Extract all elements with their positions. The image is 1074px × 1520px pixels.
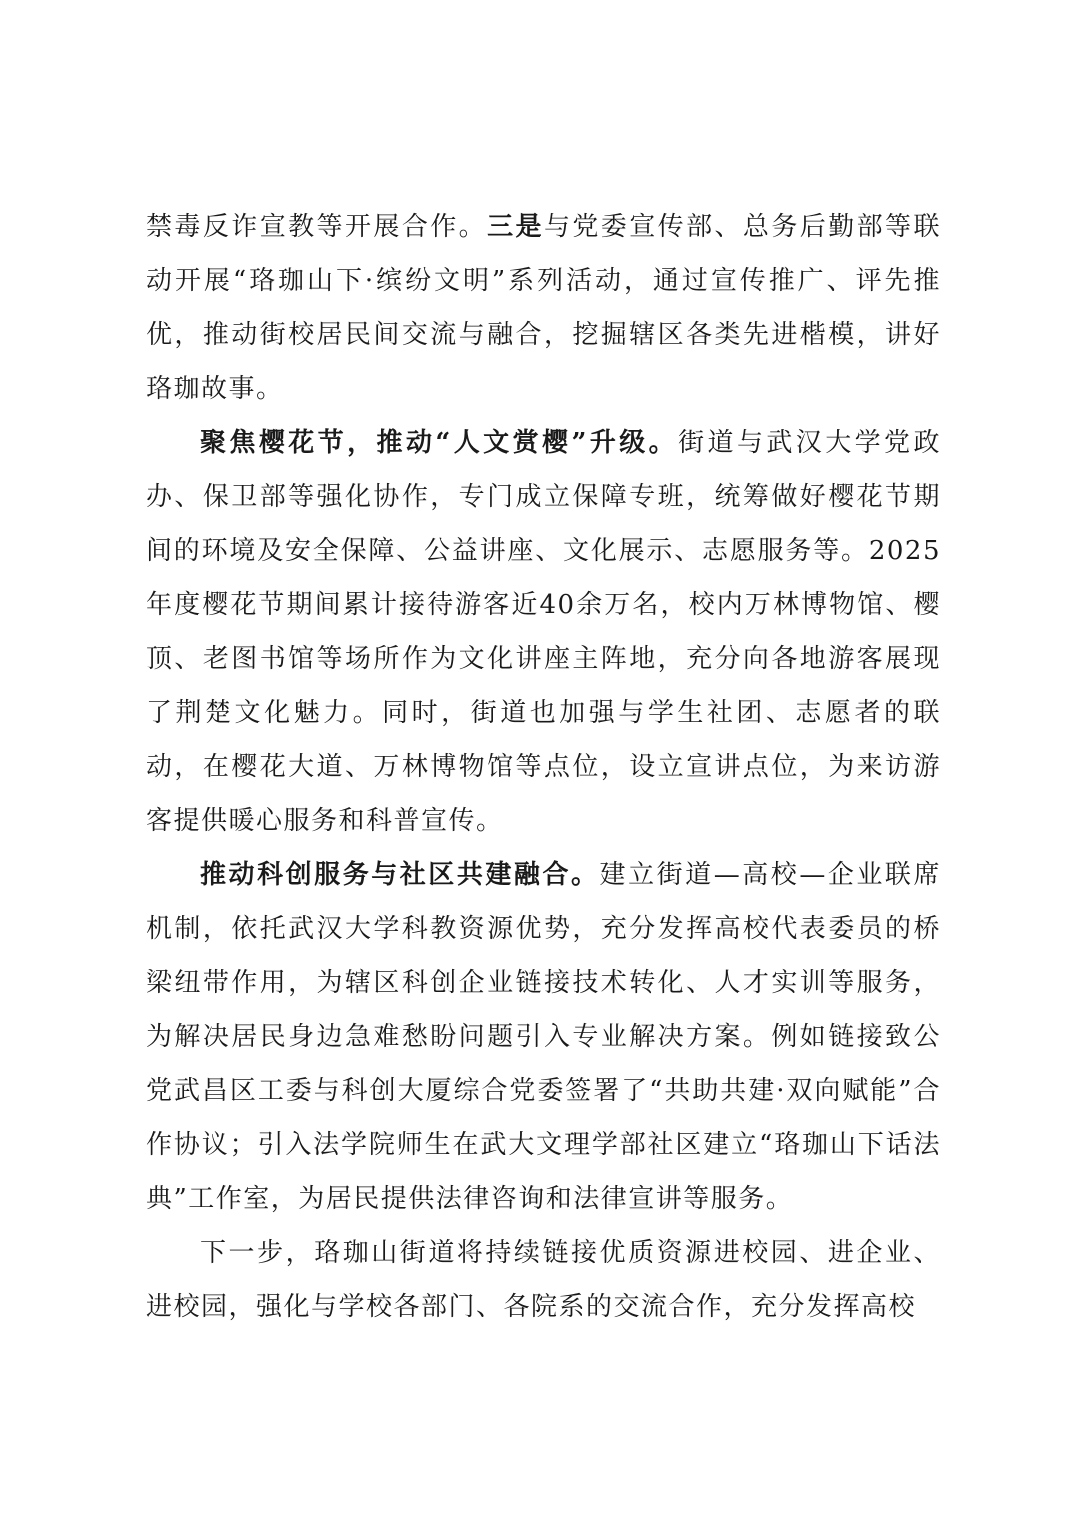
paragraph-heading: 聚焦樱花节，推动“人文赏樱”升级。 <box>200 428 679 458</box>
segment-text: 禁毒反诈宣教等开展合作。 <box>146 212 488 242</box>
paragraph-heading: 推动科创服务与社区共建融合。 <box>200 860 600 890</box>
body-text <box>146 200 941 1334</box>
paragraph-body: 下一步，珞珈山街道将持续链接优质资源进校园、进企业、进校园，强化与学校各部门、各院系的交流合作，充分发挥高校 <box>146 1238 941 1322</box>
paragraph-body: 建立街道—高校—企业联席机制，依托武汉大学科教资源优势，充分发挥高校代表委员的桥梁纽带作用，为辖区科创企业链接技术转化、人才实训等服务，为解决居民身边急难愁盼问题引入专业解决方案。例如链接致公党武昌区工委与科创大厦综合党委签署了“共助共建·双向赋能”合作协议；引入法学院师生在武大文理学部社区建立“珞珈山下话法典”工作室，为居民提供法律咨询和法律宣讲等服务。 <box>146 860 941 1214</box>
paragraph-continuation <box>146 200 941 416</box>
paragraph-cherry-festival <box>146 416 941 848</box>
paragraph-body: 街道与武汉大学党政办、保卫部等强化协作，专门成立保障专班，统筹做好樱花节期间的环境及安全保障、公益讲座、文化展示、志愿服务等。2025年度樱花节期间累计接待游客近40余万名，校内万林博物馆、樱顶、老图书馆等场所作为文化讲座主阵地，充分向各地游客展现了荆楚文化魅力。同时，街道也加强与学生社团、志愿者的联动，在樱花大道、万林博物馆等点位，设立宣讲点位，为来访游客提供暖心服务和科普宣传。 <box>146 428 941 836</box>
paragraph-next-step <box>146 1226 941 1334</box>
segment-bold-sanshi: 三是 <box>487 212 544 242</box>
segment-text: 与党委宣传部、总务后勤部等联动开展“珞珈山下·缤纷文明”系列活动，通过宣传推广、评先推优，推动街校居民间交流与融合，挖掘辖区各类先进楷模，讲好珞珈故事。 <box>146 212 941 404</box>
paragraph-innovation-service <box>146 848 941 1226</box>
